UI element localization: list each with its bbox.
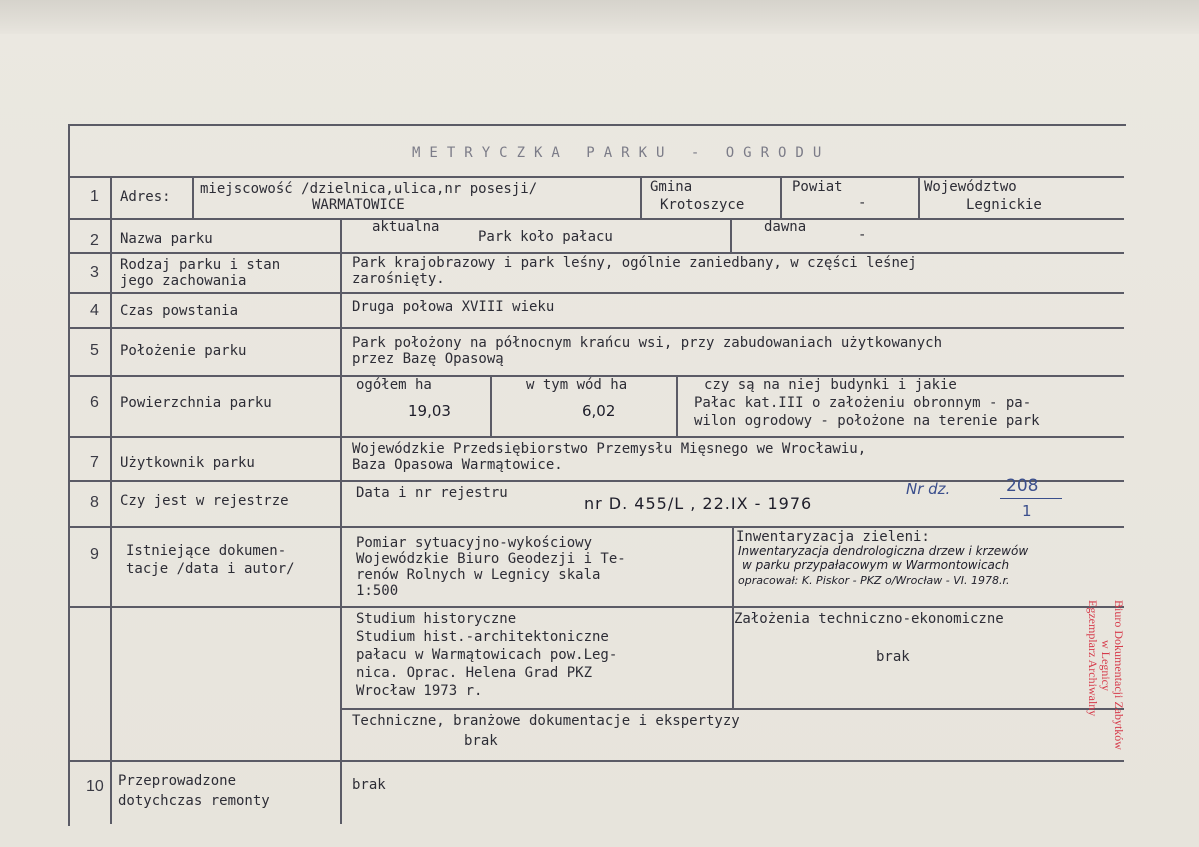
row-number: 5 <box>90 342 99 359</box>
buildings-value: Pałac kat.III o założeniu obronnym - pa- <box>694 395 1032 411</box>
greenery-inventory-line: opracował: K. Piskor - PKZ o/Wrocław - VI. 1978.r. <box>738 574 1010 587</box>
historical-study-line: Studium historyczne <box>356 611 517 627</box>
register-date-label: Data i nr rejestru <box>356 485 508 501</box>
cell-line <box>192 176 194 218</box>
repairs-label: Przeprowadzone <box>118 773 237 789</box>
user-value: Wojewódzkie Przedsiębiorstwo Przemysłu Mięsnego we Wrocławiu, <box>352 441 867 457</box>
former-name-value: - <box>858 227 867 243</box>
address-sublabel: miejscowość /dzielnica,ulica,nr posesji/ <box>200 181 538 197</box>
area-label: Powierzchnia parku <box>120 395 272 411</box>
survey-line: Pomiar sytuacyjno-wykościowy <box>356 535 593 551</box>
row-divider <box>68 327 1124 329</box>
scan-edge <box>0 0 1199 34</box>
number-column-line <box>110 176 112 824</box>
water-area-label: w tym wód ha <box>526 377 628 393</box>
creation-time-value: Druga połowa XVIII wieku <box>352 299 555 315</box>
stamp-line-2: w Legnicy <box>1099 640 1113 691</box>
row-number: 7 <box>90 454 99 471</box>
cell-line <box>780 176 782 218</box>
buildings-label: czy są na niej budynki i jakie <box>704 377 957 393</box>
cell-line <box>676 375 678 436</box>
voivodeship-label: Województwo <box>924 179 1017 195</box>
register-nr-value: 208 <box>1006 476 1039 496</box>
park-name-label: Nazwa parku <box>120 231 213 247</box>
water-area-value: 6,02 <box>582 402 616 420</box>
row-divider <box>68 526 1124 528</box>
powiat-value: - <box>858 195 867 211</box>
total-area-value: 19,03 <box>408 402 451 420</box>
row-divider <box>68 252 1124 254</box>
row-divider <box>68 218 1124 220</box>
row-number: 4 <box>90 302 99 319</box>
survey-line: renów Rolnych w Legnicy skala <box>356 567 601 583</box>
park-type-value-2: zarośnięty. <box>352 271 445 287</box>
row-number: 3 <box>90 264 99 281</box>
technical-economic-value: brak <box>876 649 910 665</box>
gmina-label: Gmina <box>650 179 693 195</box>
row-number: 8 <box>90 494 99 511</box>
cell-line <box>918 176 920 218</box>
row-divider <box>68 176 1124 178</box>
row-divider <box>68 480 1124 482</box>
former-name-label: dawna <box>764 219 807 235</box>
stamp-line-3: Egzemplarz Archiwalny <box>1086 600 1100 717</box>
park-type-label-2: jego zachowania <box>120 273 247 289</box>
row-divider <box>68 292 1124 294</box>
register-fraction-bar <box>1000 498 1062 499</box>
historical-study-line: Studium hist.-architektoniczne <box>356 629 609 645</box>
expertise-value: brak <box>464 733 498 749</box>
park-type-value: Park krajobrazowy i park leśny, ogólnie zaniedbany, w części leśnej <box>352 255 917 271</box>
row-number: 9 <box>90 546 99 563</box>
user-value-2: Baza Opasowa Warmątowice. <box>352 457 563 473</box>
expertise-label: Techniczne, branżowe dokumentacje i ekspertyzy <box>352 713 740 729</box>
powiat-label: Powiat <box>792 179 843 195</box>
greenery-inventory-line: w parku przypałacowym w Warmontowicach <box>742 558 1010 572</box>
creation-time-label: Czas powstania <box>120 303 239 319</box>
location-value: Park położony na północnym krańcu wsi, przy zabudowaniach użytkowanych <box>352 335 943 351</box>
label-column-line <box>340 218 342 824</box>
row-divider <box>68 606 1124 608</box>
row-divider <box>68 760 1124 762</box>
row-number: 10 <box>86 778 104 795</box>
voivodeship-value: Legnickie <box>966 197 1042 213</box>
park-type-label: Rodzaj parku i stan <box>120 257 281 273</box>
survey-line: 1:500 <box>356 583 399 599</box>
cell-line <box>490 375 492 436</box>
current-name-label: aktualna <box>372 219 440 235</box>
row-number: 2 <box>90 232 99 249</box>
register-nr-label: Nr dz. <box>906 480 951 498</box>
buildings-value-2: wilon ogrodowy - położone na terenie park <box>694 413 1040 429</box>
repairs-value: brak <box>352 777 386 793</box>
row-number: 1 <box>90 188 99 205</box>
location-label: Położenie parku <box>120 343 247 359</box>
cell-line <box>640 176 642 218</box>
historical-study-line: Wrocław 1973 r. <box>356 683 483 699</box>
technical-economic-label: Założenia techniczno-ekonomiczne <box>734 611 1004 627</box>
register-handwritten-entry: nr D. 455/L , 22.IX - 1976 <box>584 494 813 513</box>
form-title: METRYCZKA PARKU - OGRODU <box>412 145 831 161</box>
row-divider <box>340 708 1124 710</box>
row-number: 6 <box>90 394 99 411</box>
location-value-2: przez Bazę Opasową <box>352 351 504 367</box>
gmina-value: Krotoszyce <box>660 197 745 213</box>
locality-value: WARMATOWICE <box>312 197 405 213</box>
register-label: Czy jest w rejestrze <box>120 493 289 509</box>
register-nr-sub: 1 <box>1022 502 1032 520</box>
cell-line <box>730 218 732 252</box>
historical-study-line: nica. Oprac. Helena Grad PKZ <box>356 665 593 681</box>
address-label: Adres: <box>120 189 171 205</box>
current-name-value: Park koło pałacu <box>478 229 613 245</box>
survey-line: Wojewódzkie Biuro Geodezji i Te- <box>356 551 626 567</box>
total-area-label: ogółem ha <box>356 377 432 393</box>
greenery-inventory-label: Inwentaryzacja zieleni: <box>736 529 930 545</box>
stamp-line-1: Biuro Dokumentacji Zabytków <box>1112 600 1126 750</box>
row-divider <box>68 436 1124 438</box>
historical-study-line: pałacu w Warmątowicach pow.Leg- <box>356 647 618 663</box>
user-label: Użytkownik parku <box>120 455 255 471</box>
greenery-inventory-line: Inwentaryzacja dendrologiczna drzew i krzewów <box>738 544 1029 558</box>
documentation-label: Istniejące dokumen- <box>126 543 287 559</box>
repairs-label-2: dotychczas remonty <box>118 793 270 809</box>
documentation-label-2: tacje /data i autor/ <box>126 561 295 577</box>
